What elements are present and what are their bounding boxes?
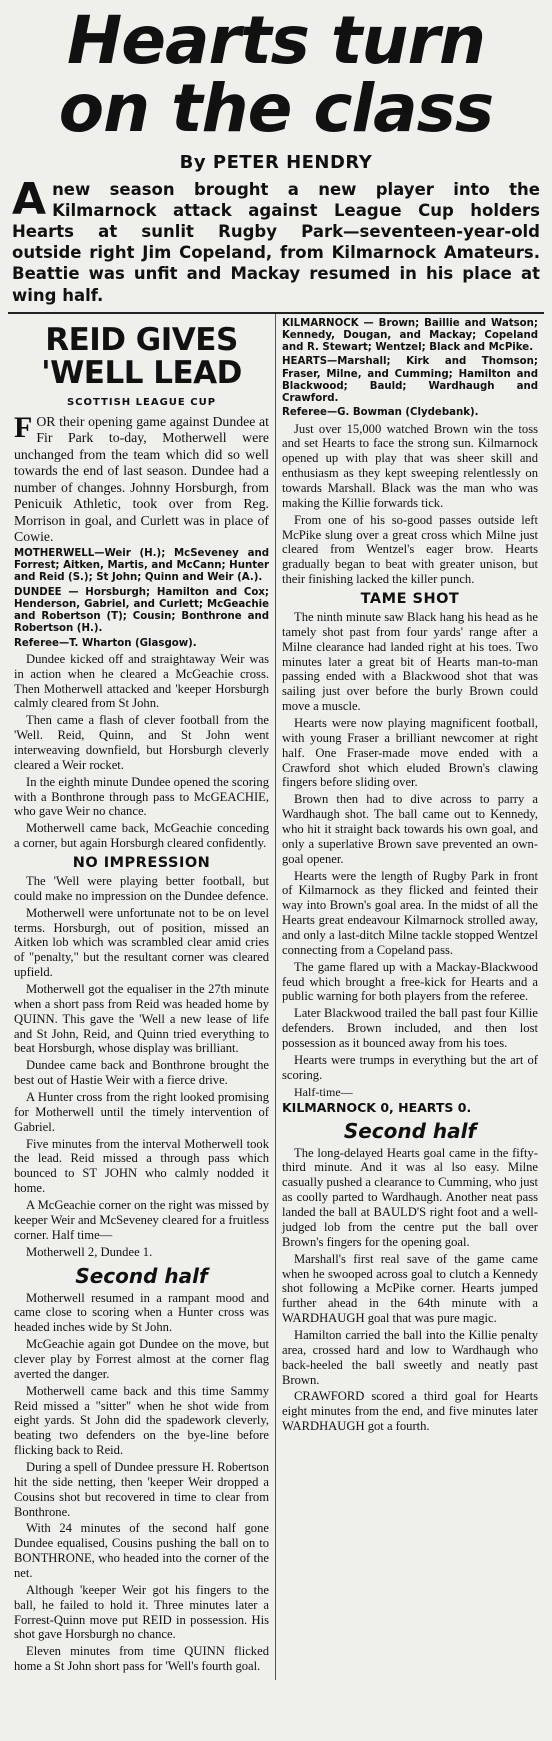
article-paragraph: Motherwell came back, McGeachie conceding a corner, but again Horsburgh cleared confidently. xyxy=(14,821,269,851)
article-paragraph: In the eighth minute Dundee opened the scoring with a Bonthrone through pass to McGEACHIE, who gave Weir no chance. xyxy=(14,774,269,819)
article-paragraph: A McGeachie corner on the right was missed by keeper Weir and McSeveney cleared for a fruitless corner. Half time— xyxy=(14,1198,269,1242)
article-paragraph: Just over 15,000 watched Brown win the toss and set Hearts to face the strong sun. Kilmarnock opened up with play that was sheer skill and enthusiasm as they kept sweeping relentlessly on towards Marshall. Black was the man who was making the Killie forwards tick. xyxy=(282,421,538,510)
referee-right: Referee—G. Bowman (Clydebank). xyxy=(282,407,479,419)
article-paragraph: Hearts were trumps in everything but the art of scoring. xyxy=(282,1052,538,1082)
lead-drop-cap: F xyxy=(14,410,33,444)
right-column xyxy=(276,314,544,1680)
subhead-no-impression: NO IMPRESSION xyxy=(72,855,211,872)
article-paragraph: A Hunter cross from the right looked promising for Motherwell until the timely intervention of Gabriel. xyxy=(14,1090,269,1134)
motherwell-lineup: MOTHERWELL—Weir (H.); McSeveney and Forrest; Aitken, Martis, and McCann; Hunter and Reid (S.); St John; Quinn and Weir (A.). xyxy=(14,547,269,584)
article-paragraph: During a spell of Dundee pressure H. Robertson hit the side netting, then 'keeper Weir dropped a Cousins shot but recovered in time to clear from Bonthrone. xyxy=(14,1459,269,1519)
headline-line-2: on the class xyxy=(58,70,494,147)
article-paragraph: The ninth minute saw Black hang his head as he tamely shot past from four yards' range after a Milne clearance had landed right at his toes. Two minutes later a great bit of Hearts man-to-man passing ended with a Blackwood shot that was sailing just over before the burly Brown could move a muscle. xyxy=(282,609,538,714)
article-paragraph: Hamilton carried the ball into the Killie penalty area, crossed hard and low to Wardhaugh who back-heeled the ball sweetly and neatly past Brown. xyxy=(282,1327,538,1387)
article-paragraph: The 'Well were playing better football, but could make no impression on the Dundee defence. xyxy=(14,874,269,903)
article-paragraph: Later Blackwood trailed the ball past four Killie defenders. Brown included, and then lost possession as it bounced away from his toes. xyxy=(282,1006,538,1051)
halftime-score-left: Motherwell 2, Dundee 1. xyxy=(26,1244,153,1259)
article-paragraph: CRAWFORD scored a third goal for Hearts eight minutes from the end, and five minutes later WARDHAUGH got a fourth. xyxy=(282,1389,538,1434)
subhead-second-half-left: Second half xyxy=(75,1263,208,1288)
left-paras-2 xyxy=(14,874,269,1243)
subhead-tame-shot: TAME SHOT xyxy=(360,590,460,607)
left-column xyxy=(8,314,276,1680)
competition-label: SCOTTISH LEAGUE CUP xyxy=(66,396,217,408)
article-paragraph: Brown then had to dive across to parry a Wardhaugh shot. The ball came out to Kennedy, who hit it straight back towards his own goal, and only a superlative Brown save prevented an own-goal opener. xyxy=(282,792,538,866)
lead-text: OR their opening game against Dundee at Fir Park to-day, Motherwell were unchanged from the team which did so well towards the end of last season. Dundee had a number of changes. Johnny Horsburgh, from Penicuik Athletic, took over from Reg. Morrison in goal, and Curlett was in place of Cowie. xyxy=(14,413,269,545)
motherwell-lead xyxy=(14,410,269,546)
article-paragraph: With 24 minutes of the second half gone Dundee equalised, Cousins pushing the ball on to BONTHRONE, who headed into the corner of the net. xyxy=(14,1521,269,1580)
article-paragraph: Then came a flash of clever football from the 'Well. Reid, Quinn, and St John went interweaving downfield, but Horsburgh cleverly cleared a Weir rocket. xyxy=(14,713,269,772)
right-paras-2 xyxy=(282,610,538,1083)
intro-drop-cap: A xyxy=(12,174,47,225)
article-paragraph: Eleven minutes from time QUINN flicked home a St John short pass for 'Well's fourth goal. xyxy=(14,1644,269,1674)
newspaper-page xyxy=(0,2,552,1741)
left-paras-3 xyxy=(14,1291,269,1674)
kilmarnock-lineup: KILMARNOCK — Brown; Baillie and Watson; Kennedy, Dougan, and Mackay; Copeland and R. Stewart; Wentzel; Black and McPike. xyxy=(282,317,538,354)
article-paragraph: From one of his so-good passes outside left McPike slung over a great cross which Milne just cleared from Wentzel's eager brow. Hearts gradually began to beat with greater unison, but their finishing lacked the killer punch. xyxy=(282,512,538,587)
article-paragraph: Although 'keeper Weir got his fingers to the ball, he failed to hold it. Three minutes later a Forrest-Quinn move put REID in possession. His shot gave Horsburgh no chance. xyxy=(14,1582,269,1642)
left-paras-1 xyxy=(14,652,269,851)
subhead-second-half-right: Second half xyxy=(343,1118,477,1143)
intro-paragraph xyxy=(12,174,540,306)
article-paragraph: Motherwell got the equaliser in the 27th minute when a short pass from Reid was headed home by QUINN. This gave the 'Well a new lease of life and St John, Reid, and Quinn tried everything to beat Horsburgh, whose display was brilliant. xyxy=(14,982,269,1056)
right-paras-1 xyxy=(282,422,538,587)
right-paras-3 xyxy=(282,1146,538,1434)
hearts-lineup: HEARTS—Marshall; Kirk and Thomson; Fraser, Milne, and Cumming; Hamilton and Blackwood; Bauld; Wardhaugh and Crawford. xyxy=(282,356,538,405)
byline: By PETER HENDRY xyxy=(179,152,373,173)
article-paragraph: Hearts were now playing magnificent football, with young Fraser a brilliant newcomer at right half. One Fraser-made move ended with a Crawford shot which eluded Brown's clawing fingers before sliding over. xyxy=(282,716,538,790)
article-paragraph: McGeachie again got Dundee on the move, but clever play by Forrest almost at the corner flag averted the danger. xyxy=(14,1337,269,1381)
article-paragraph: Motherwell came back and this time Sammy Reid missed a "sitter" when he shot wide from eight yards. St John did the spadework cleverly, beating two defenders on the bye-line before flicking back to Reid. xyxy=(14,1383,269,1458)
article-paragraph: Marshall's first real save of the game came when he swooped across goal to clutch a Kennedy shot following a McPike corner. Hearts jumped further ahead in the 64th minute with a WARDHAUGH goal that was pure magic. xyxy=(282,1251,538,1326)
intro-text: new season brought a new player into the Kilmarnock attack against League Cup holders Hearts at sunlit Rugby Park—seventeen-year-old outside right Jim Copeland, from Kilmarnock Amateurs. Beattie was unfit and Mackay resumed in his place at wing half. xyxy=(12,180,540,305)
article-paragraph: Motherwell were unfortunate not to be on level terms. Horsburgh, out of position, missed an Aitken lob which was scrambled clear amid cries of "penalty," but the resultant corner was cleared upfield. xyxy=(14,905,269,980)
referee-left: Referee—T. Wharton (Glasgow). xyxy=(14,637,197,649)
article-paragraph: Motherwell resumed in a rampant mood and came close to scoring when a Hunter cross was headed inches wide by St John. xyxy=(14,1290,269,1335)
dundee-lineup: DUNDEE — Horsburgh; Hamilton and Cox; Henderson, Gabriel, and Curlett; McGeachie and Robertson (T); Cousin; Bonthrone and Robertson (H.). xyxy=(14,586,269,635)
article-paragraph: Dundee came back and Bonthrone brought the best out of Hastie Weir with a fierce drive. xyxy=(14,1058,269,1088)
headline-line-1: Hearts turn xyxy=(67,2,485,79)
article-columns xyxy=(8,312,544,1680)
article-paragraph: Five minutes from the interval Motherwell took the lead. Reid missed a through pass which bounced to ST JOHN who calmly nodded it home. xyxy=(14,1136,269,1196)
article-paragraph: Dundee kicked off and straightaway Weir was in action when he cleared a McGeachie cross. Then Motherwell attacked and 'keeper Horsburgh calmly cleared from St John. xyxy=(14,651,269,711)
article-paragraph: The game flared up with a Mackay-Blackwood feud which brought a free-kick for Hearts and a public warning for both players from the referee. xyxy=(282,959,538,1004)
article-paragraph: The long-delayed Hearts goal came in the fifty-third minute. And it was al lso easy. Milne casually pushed a clearance to Cumming, who just as coolly parted to Wardhaugh. Another neat pass landed the ball at BAULD'S right foot and a well-judged lob from the centre put the ball over Brown's fingers for the opening goal. xyxy=(282,1145,538,1249)
halftime-label-right: Half-time— xyxy=(294,1084,353,1099)
article-paragraph: Hearts were the length of Rugby Park in front of Kilmarnock as they flicked and feinted their way into Brown's goal area. In the midst of all the Hearts great endeavour Kilmarnock strolled away, and only a last-ditch Milne tackle stopped Wentzel connecting from a Copeland pass. xyxy=(282,868,538,957)
motherwell-headline: REID GIVES 'WELL LEAD xyxy=(41,321,242,392)
main-headline xyxy=(8,2,544,147)
halftime-score-right: KILMARNOCK 0, HEARTS 0. xyxy=(282,1099,472,1115)
